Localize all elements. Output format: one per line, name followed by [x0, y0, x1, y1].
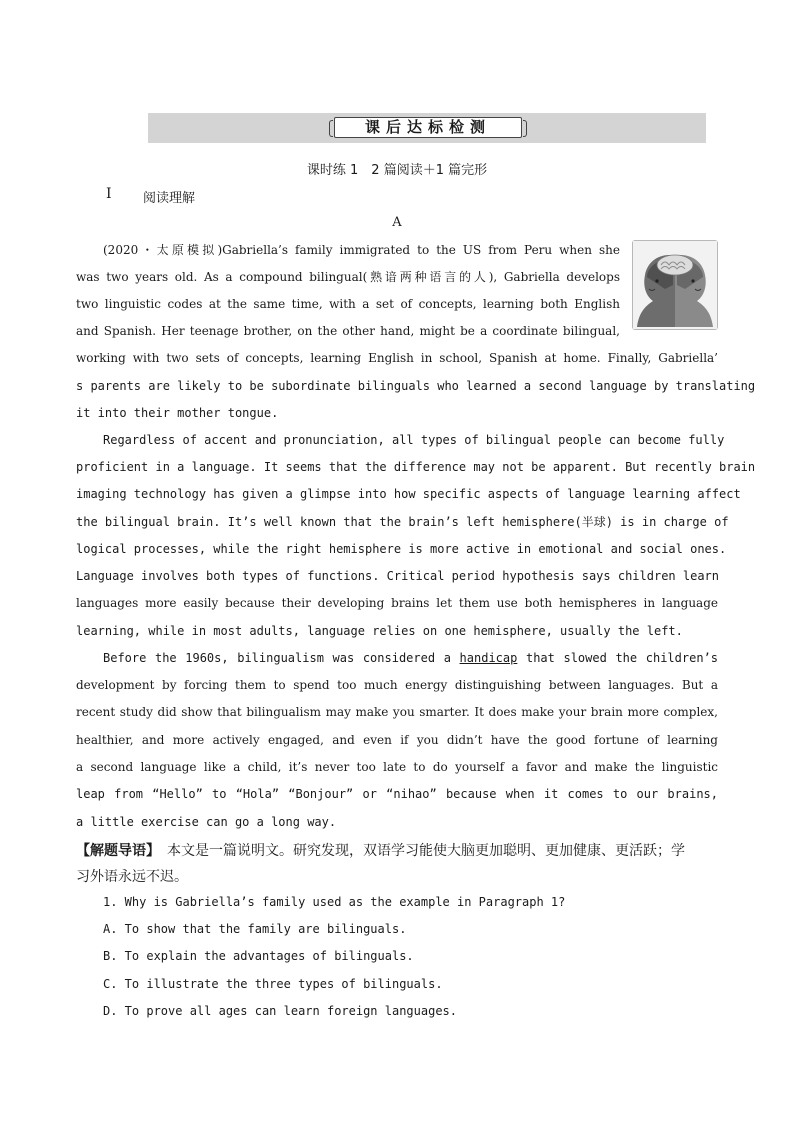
paragraph2-line: proficient in a language. It seems that the difference may not be apparent. But recently brain	[76, 460, 756, 474]
guide-tag: 【解题导语】	[76, 843, 153, 859]
paragraph2-line: the bilingual brain. It’s well known that the brain’s left hemisphere(半球) is in charge of	[76, 515, 729, 529]
lesson-subtitle: 课时练 1 2 篇阅读＋1 篇完形	[306, 163, 488, 178]
paragraph3-line: leap from “Hello” to “Hola” “Bonjour” or “nihao” because when it comes to our brains,	[76, 787, 718, 801]
paragraph1-line: two linguistic codes at the same time, with a set of concepts, learning both English	[76, 297, 620, 311]
paragraph1-line: was two years old. As a compound bilingual(熟谙两种语言的人), Gabriella develops	[76, 270, 620, 284]
paragraph1-line: and Spanish. Her teenage brother, on the other hand, might be a coordinate bilingual,	[76, 324, 620, 338]
option-a: A. To show that the family are bilinguals.	[103, 922, 407, 936]
paragraph2-line: imaging technology has given a glimpse into how specific aspects of language learning affect	[76, 487, 741, 501]
section-number: Ⅰ	[106, 186, 112, 202]
section-banner	[148, 113, 706, 143]
option-c: C. To illustrate the three types of bilinguals.	[103, 977, 443, 991]
section-label: 阅读理解	[143, 191, 196, 206]
passage-letter: A	[392, 215, 402, 230]
paragraph2-line: logical processes, while the right hemisphere is more active in emotional and social ones.	[76, 542, 727, 556]
paragraph3-line: a second language like a child, it’s never too late to do yourself a favor and make the linguistic	[76, 760, 718, 774]
guide-text-continued: 习外语永远不迟。	[76, 869, 188, 885]
underlined-word-handicap: handicap	[459, 651, 518, 665]
paragraph3-line: development by forcing them to spend too much energy distinguishing between languages. But a	[76, 678, 718, 692]
two-heads-brain-illustration-icon	[632, 240, 718, 330]
guide-text: 本文是一篇说明文。研究发现，双语学习能使大脑更加聪明、更加健康、更活跃；学	[153, 843, 685, 859]
option-d: D. To prove all ages can learn foreign languages.	[103, 1004, 458, 1018]
paragraph2-line: Language involves both types of functions. Critical period hypothesis says children learn	[76, 569, 719, 583]
paragraph1-line: working with two sets of concepts, learning English in school, Spanish at home. Finally, Gabriella’	[76, 351, 718, 365]
paragraph1-line: it into their mother tongue.	[76, 406, 279, 420]
paragraph3-line: Before the 1960s, bilingualism was considered a handicap that slowed the children’s	[103, 651, 718, 665]
paragraph2-line: Regardless of accent and pronunciation, all types of bilingual people can become fully	[103, 433, 725, 447]
paragraph3-line: healthier, and more actively engaged, and even if you didn’t have the good fortune of learning	[76, 733, 718, 747]
banner-title: 课后达标检测	[334, 117, 522, 138]
paragraph2-line: learning, while in most adults, language relies on one hemisphere, usually the left.	[76, 624, 683, 638]
paragraph1-line: s parents are likely to be subordinate bilinguals who learned a second language by translating	[76, 379, 756, 393]
question-stem: 1. Why is Gabriella’s family used as the example in Paragraph 1?	[103, 895, 566, 909]
paragraph3-line: recent study did show that bilingualism may make you smarter. It does make your brain more complex,	[76, 705, 718, 719]
paragraph2-line: languages more easily because their developing brains let them use both hemispheres in language	[76, 596, 718, 610]
paragraph1-line: (2020・太原模拟)Gabriella’s family immigrated to the US from Peru when she	[103, 243, 620, 257]
option-b: B. To explain the advantages of bilinguals.	[103, 949, 414, 963]
solution-guide	[76, 840, 685, 860]
paragraph3-line: a little exercise can go a long way.	[76, 815, 337, 829]
